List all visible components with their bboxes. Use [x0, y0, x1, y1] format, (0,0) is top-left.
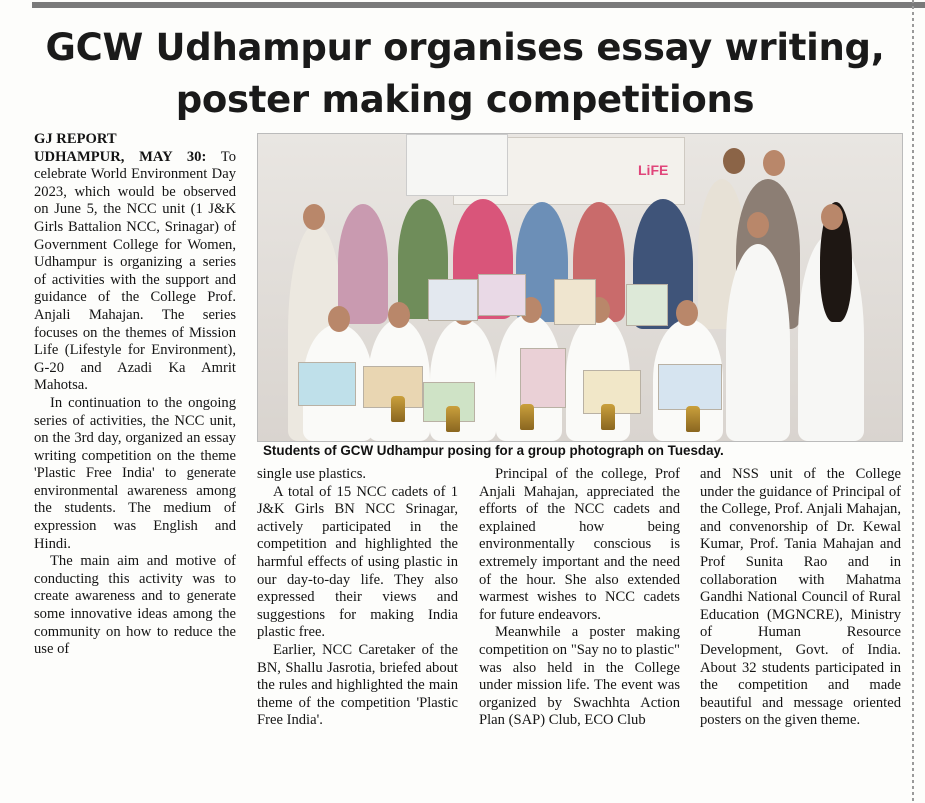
byline: GJ REPORT [34, 131, 117, 147]
dateline: UDHAMPUR, MAY 30: [34, 148, 207, 165]
banner-text: LiFE [638, 162, 669, 178]
trophy [601, 404, 615, 430]
person-figure [338, 204, 388, 324]
person-figure [726, 244, 790, 441]
trophy [391, 396, 405, 422]
column-4 [700, 466, 901, 730]
person-head [303, 204, 325, 230]
photo-caption: Students of GCW Udhampur posing for a group photograph on Tuesday. [263, 443, 724, 458]
person-head [747, 212, 769, 238]
group-photo [257, 133, 903, 442]
trophy [686, 406, 700, 432]
headline [20, 22, 910, 126]
poster [626, 284, 668, 326]
col4-para-1: and NSS unit of the College under the guidance of Principal of the College, Prof. Anjali Mahajan, and convenorship of Dr. Kewal Kumar, Prof. Tania Mahajan and Prof Sunita Rao and in collaboration with Mahatma Gandhi National Council of Rural Education (MGNCRE), Ministry of Human Resource Development, Govt. of India. About 32 students participated in the competition and made beautiful and message oriented posters on the given theme. [700, 466, 901, 729]
person-head [723, 148, 745, 174]
poster [478, 274, 526, 316]
person-head [821, 204, 843, 230]
headline-line-1: GCW Udhampur organises essay writing, [45, 26, 885, 69]
trophy [520, 404, 534, 430]
poster [658, 364, 722, 410]
column-1 [34, 131, 236, 659]
col2-para-2: A total of 15 NCC cadets of 1 J&K Girls BN NCC Srinagar, actively participated in the competition and highlighted the harmful effects of using plastic in our day-to-day life. They also expressed their views and suggestions for making India plastic free. [257, 483, 458, 641]
col1-para-2: In continuation to the ongoing series of activities, the NCC unit, on the 3rd day, organized an essay writing competition on the theme 'Plastic Free India' to generate environmental awareness among the students. The medium of expression was English and Hindi. [34, 394, 236, 552]
column-2 [257, 466, 458, 730]
col1-para-3: The main aim and motive of conducting this activity was to create awareness and to generate some innovative ideas among the community on how to reduce the use of [34, 553, 236, 658]
col2-para-1: single use plastics. [257, 466, 367, 482]
person-head [676, 300, 698, 326]
trophy [446, 406, 460, 432]
person-head [763, 150, 785, 176]
whiteboard [406, 134, 508, 196]
poster [554, 279, 596, 325]
col1-para-1: To celebrate World Environment Day 2023, which would be observed on June 5, the NCC unit (1 J&K Girls Battalion NCC, Srinagar) of Government College for Women, Udhampur is organizing a series of activities with the support and guidance of the College Prof. Anjali Mahajan. The series focuses on the themes of Mission Life (Lifestyle for Environment), G-20 and Azadi Ka Amrit Mahotsa. [34, 148, 236, 394]
column-divider [912, 0, 914, 803]
poster [298, 362, 356, 406]
person-head [388, 302, 410, 328]
column-3 [479, 466, 680, 730]
person-head [328, 306, 350, 332]
col2-para-3: Earlier, NCC Caretaker of the BN, Shallu Jasrotia, briefed about the rules and highlighted the main theme of the competition 'Plastic Free India'. [257, 641, 458, 729]
headline-line-2: poster making competitions [175, 78, 755, 121]
poster [428, 279, 478, 321]
person-figure [430, 319, 496, 441]
col3-para-2: Meanwhile a poster making competition on "Say no to plastic" was also held in the College under mission life. The event was organized by Swachhta Action Plan (SAP) Club, ECO Club [479, 624, 680, 729]
poster [520, 348, 566, 408]
col3-para-1: Principal of the college, Prof Anjali Mahajan, appreciated the efforts of the NCC cadets and explained how being environmentally conscious is extremely important and the need of the hour. She also extended warmest wishes to NCC cadets for future endeavors. [479, 466, 680, 623]
top-rule [32, 2, 925, 8]
